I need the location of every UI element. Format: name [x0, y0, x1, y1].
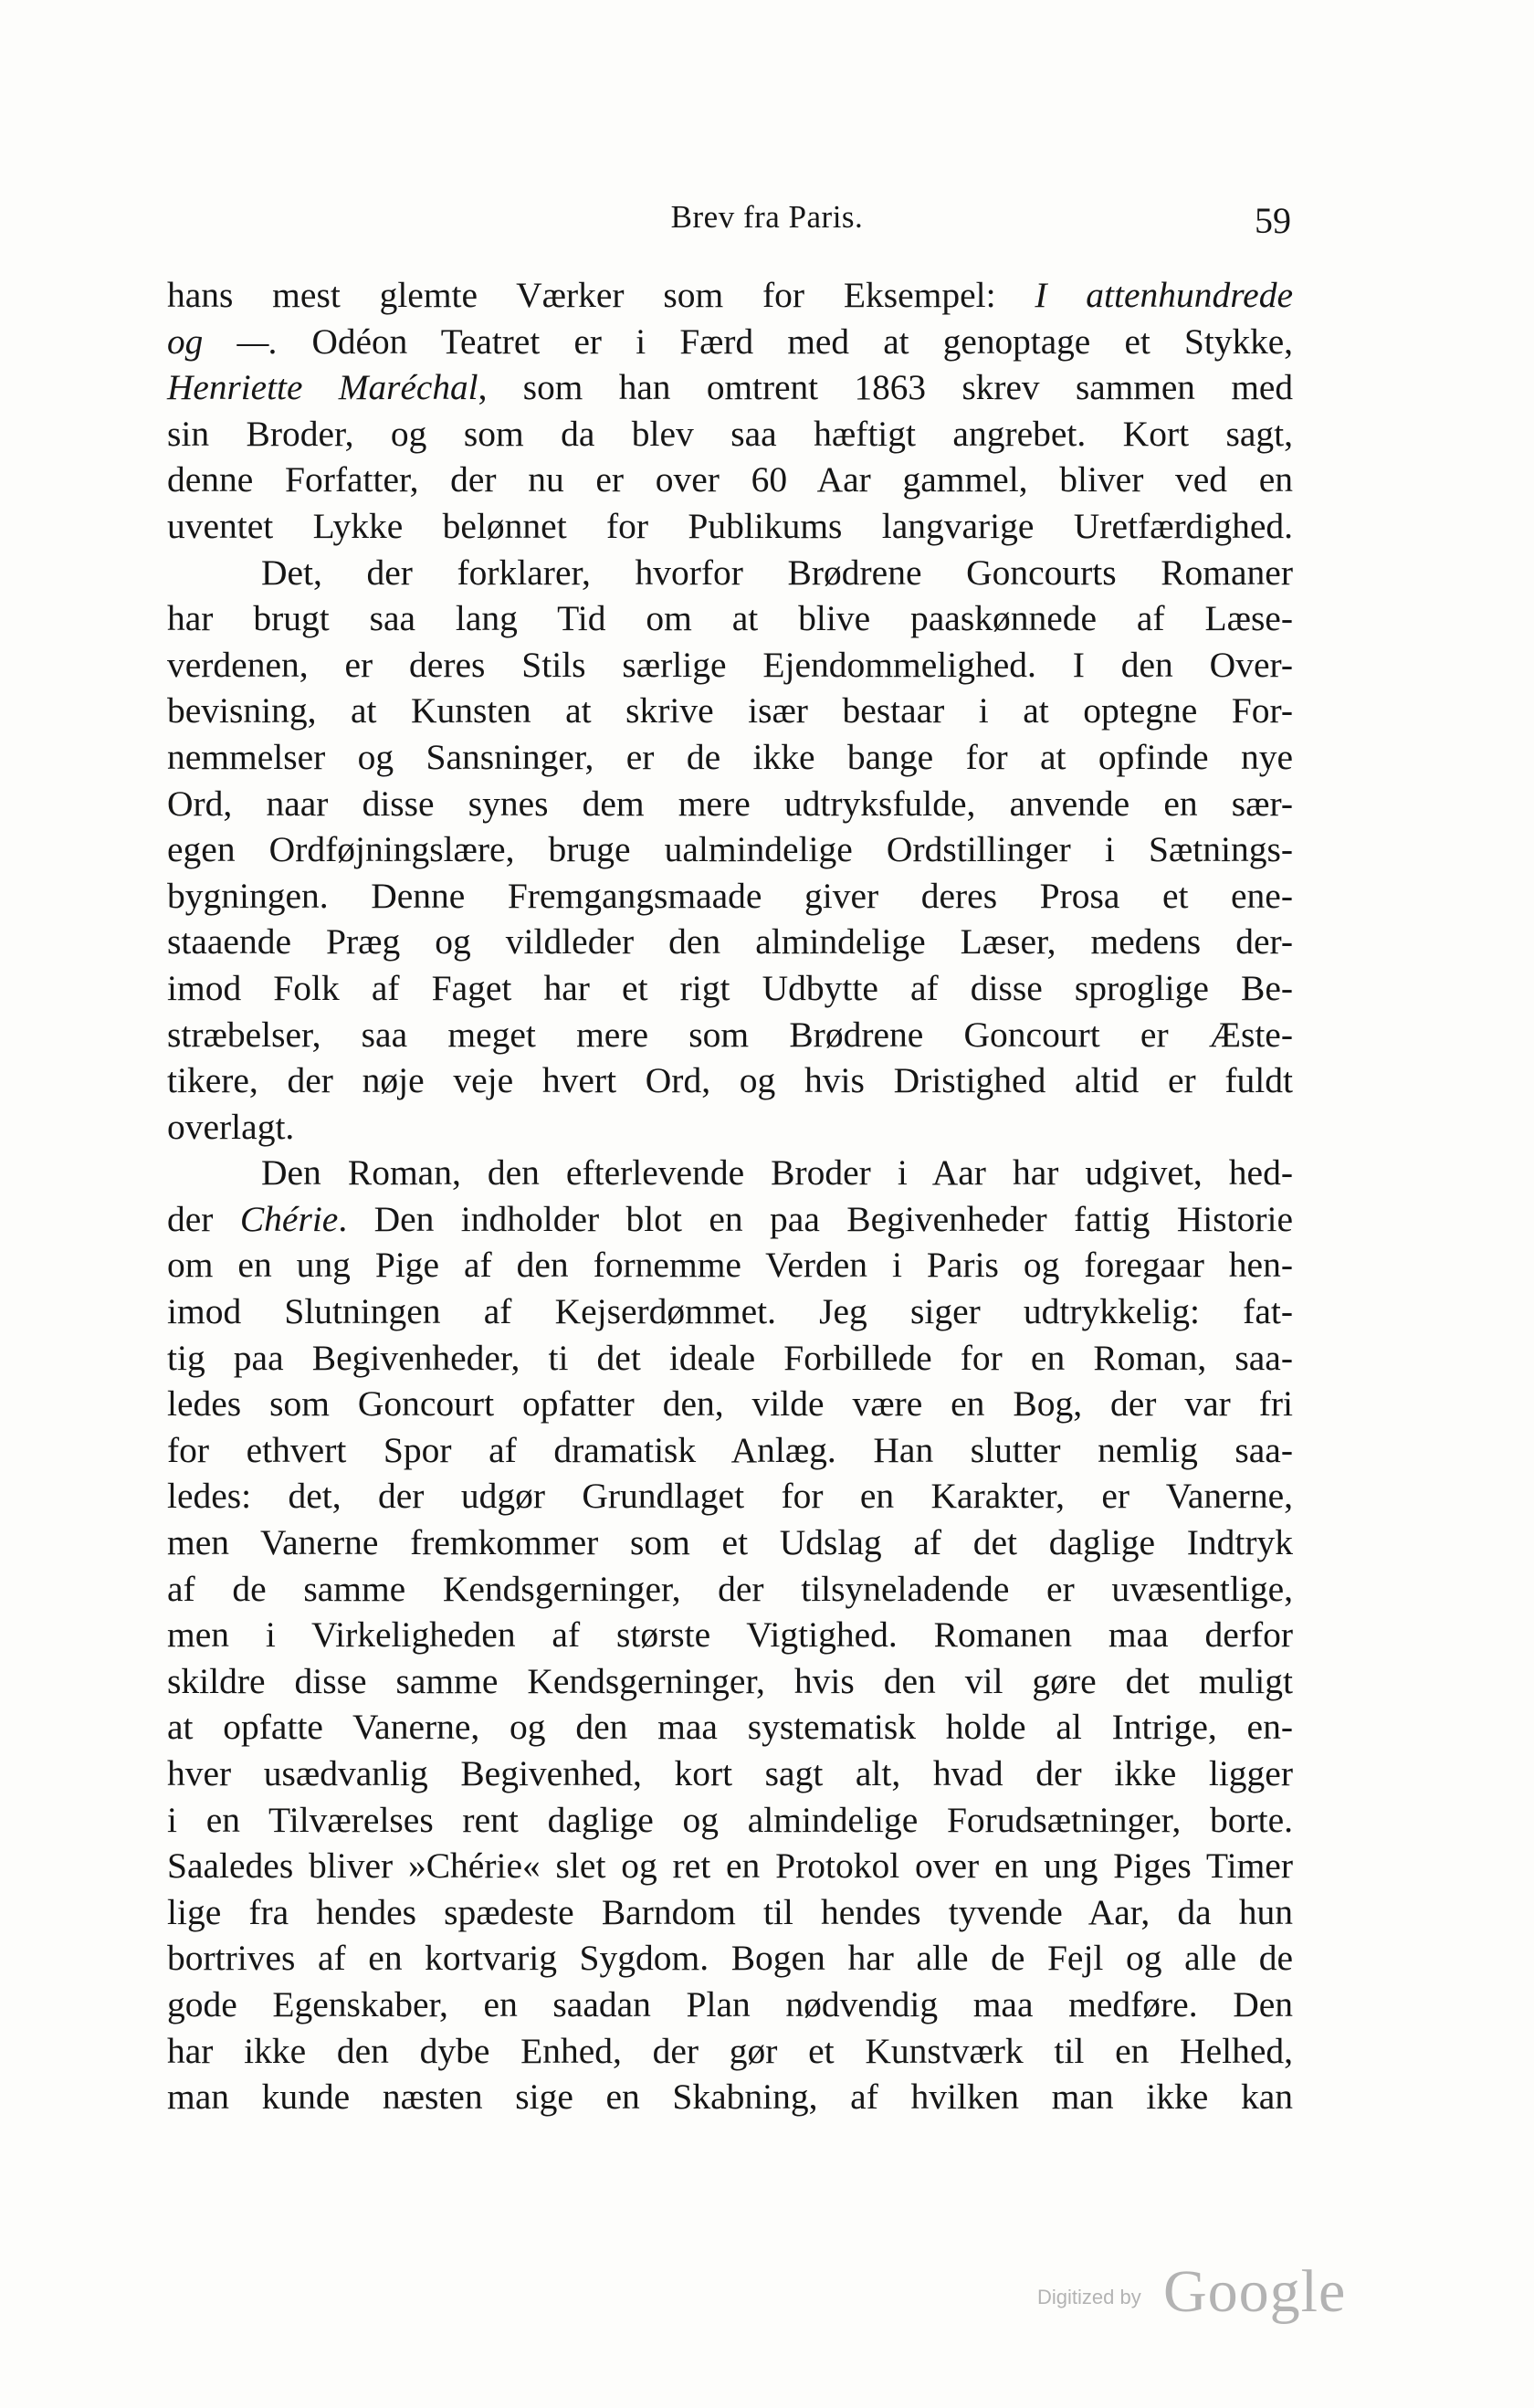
- text-line: [167, 319, 1293, 365]
- text-run: om en ung Pige af den fornemme Verden i Paris og foregaar hen-: [167, 1245, 1293, 1286]
- text-line: [167, 1012, 1293, 1058]
- text-line: [167, 781, 1293, 827]
- text-run: der: [167, 1198, 240, 1239]
- text-line: [167, 873, 1293, 920]
- text-run: hver usædvanlig Begivenhed, kort sagt alt, hvad der ikke ligger: [167, 1753, 1293, 1793]
- text-run: denne Forfatter, der nu er over 60 Aar gammel, bliver ved en: [167, 459, 1293, 500]
- italic-text: og —.: [167, 321, 278, 362]
- text-line: [167, 1612, 1293, 1658]
- text-run: stræbelser, saa meget mere som Brødrene Goncourt er Æste-: [167, 1014, 1293, 1055]
- text-run: bygningen. Denne Fremgangsmaade giver deres Prosa et ene-: [167, 875, 1293, 916]
- text-run: for ethvert Spor af dramatisk Anlæg. Han slutter nemlig saa-: [167, 1429, 1293, 1470]
- text-line: [167, 965, 1293, 1012]
- paragraph: [167, 550, 1293, 1151]
- google-logo: Google: [1163, 2258, 1347, 2325]
- text-line: [167, 550, 1293, 596]
- text-run: bortrives af en kortvarig Sygdom. Bogen har alle de Fejl og alle de: [167, 1938, 1293, 1979]
- text-line: [167, 1566, 1293, 1613]
- body-text: [167, 272, 1293, 2120]
- text-run: uventet Lykke belønnet for Publikums langvarige Uretfærdighed.: [167, 505, 1293, 546]
- italic-text: Henriette Maréchal: [167, 367, 478, 408]
- text-line: [167, 2028, 1293, 2075]
- digitized-by-google-watermark: [1037, 2249, 1348, 2325]
- page-number: 59: [1255, 200, 1291, 241]
- text-line: [167, 1704, 1293, 1751]
- text-run: overlagt.: [167, 1106, 295, 1147]
- text-run: at opfatte Vanerne, og den maa systematisk holde al Intrige, en-: [167, 1707, 1293, 1748]
- text-line: [167, 457, 1293, 503]
- text-line: [167, 1335, 1293, 1382]
- text-line: [167, 1104, 1293, 1151]
- text-run: af de samme Kendsgerninger, der tilsyneladende er uvæsentlige,: [167, 1568, 1293, 1609]
- text-line: [167, 688, 1293, 734]
- text-run: Saaledes bliver »Chérie« slet og ret en Protokol over en ung Piges Timer: [167, 1845, 1293, 1887]
- text-line: [167, 919, 1293, 965]
- paragraph: [167, 1150, 1293, 2119]
- digitized-by-label: Digitized by: [1037, 2286, 1141, 2308]
- italic-text: I attenhundrede: [1035, 275, 1293, 315]
- italic-text: Chérie: [239, 1198, 339, 1239]
- text-line: [167, 364, 1293, 411]
- text-run: verdenen, er deres Stils særlige Ejendommelighed. I den Over-: [167, 644, 1293, 685]
- text-run: Den Roman, den efterlevende Broder i Aar har udgivet, hed-: [261, 1152, 1293, 1193]
- text-run: gode Egenskaber, en saadan Plan nødvendig maa medføre. Den: [167, 1983, 1293, 2024]
- text-run: ledes som Goncourt opfatter den, vilde være en Bog, der var fri: [167, 1383, 1293, 1425]
- text-line: [167, 734, 1293, 781]
- text-run: man kunde næsten sige en Skabning, af hvilken man ikke kan: [167, 2077, 1293, 2118]
- text-line: [167, 2074, 1293, 2120]
- text-run: egen Ordføjningslære, bruge ualmindelige Ordstillinger i Sætnings-: [167, 829, 1293, 870]
- text-run: ledes: det, der udgør Grundlaget for en Karakter, er Vanerne,: [167, 1476, 1293, 1517]
- text-line: [167, 1150, 1293, 1196]
- text-line: [167, 1519, 1293, 1566]
- text-run: , som han omtrent 1863 skrev sammen med: [478, 367, 1293, 408]
- text-run: men i Virkeligheden af største Vigtighed. Romanen maa derfor: [167, 1614, 1293, 1656]
- text-line: [167, 1658, 1293, 1705]
- text-run: Odéon Teatret er i Færd med at genoptage et Stykke,: [278, 321, 1294, 362]
- text-line: [167, 503, 1293, 550]
- text-line: [167, 1751, 1293, 1797]
- text-run: tig paa Begivenheder, ti det ideale Forbillede for en Roman, saa-: [167, 1337, 1293, 1378]
- text-line: [167, 1427, 1293, 1474]
- text-line: [167, 1797, 1293, 1844]
- text-run: sin Broder, og som da blev saa hæftigt angrebet. Kort sagt,: [167, 413, 1293, 454]
- text-line: [167, 1057, 1293, 1104]
- text-run: . Den indholder blot en paa Begivenheder fattig Historie: [338, 1198, 1293, 1239]
- paragraph: [167, 272, 1293, 550]
- text-run: skildre disse samme Kendsgerninger, hvis den vil gøre det muligt: [167, 1660, 1293, 1701]
- text-line: [167, 1889, 1293, 1936]
- text-run: hans mest glemte Værker som for Eksempel:: [167, 275, 1035, 315]
- text-line: [167, 1982, 1293, 2028]
- text-line: [167, 1473, 1293, 1519]
- running-head: [0, 192, 1534, 247]
- text-run: har ikke den dybe Enhed, der gør et Kunstværk til en Helhed,: [167, 2030, 1293, 2071]
- text-line: [167, 1843, 1293, 1889]
- text-run: Det, der forklarer, hvorfor Brødrene Goncourts Romaner: [261, 552, 1293, 593]
- text-line: [167, 1288, 1293, 1335]
- text-run: imod Folk af Faget har et rigt Udbytte af disse sproglige Be-: [167, 967, 1293, 1008]
- text-run: lige fra hendes spædeste Barndom til hendes tyvende Aar, da hun: [167, 1891, 1293, 1932]
- text-run: bevisning, at Kunsten at skrive især bestaar i at optegne For-: [167, 690, 1293, 731]
- text-run: Ord, naar disse synes dem mere udtryksfulde, anvende en sær-: [167, 783, 1293, 824]
- text-run: i en Tilværelses rent daglige og almindelige Forudsætninger, borte.: [167, 1799, 1293, 1840]
- text-line: [167, 1381, 1293, 1427]
- text-line: [167, 272, 1293, 319]
- text-line: [167, 826, 1293, 873]
- text-line: [167, 595, 1293, 642]
- text-line: [167, 1935, 1293, 1982]
- text-run: men Vanerne fremkommer som et Udslag af det daglige Indtryk: [167, 1522, 1293, 1563]
- text-run: nemmelser og Sansninger, er de ikke bange for at opfinde nye: [167, 736, 1293, 777]
- text-line: [167, 642, 1293, 689]
- text-line: [167, 411, 1293, 457]
- text-run: tikere, der nøje veje hvert Ord, og hvis Dristighed altid er fuldt: [167, 1060, 1293, 1101]
- text-run: staaende Præg og vildleder den almindelige Læser, medens der-: [167, 921, 1293, 962]
- text-line: [167, 1196, 1293, 1243]
- text-line: [167, 1242, 1293, 1288]
- running-title: Brev fra Paris.: [670, 199, 864, 235]
- text-run: imod Slutningen af Kejserdømmet. Jeg siger udtrykkelig: fat-: [167, 1291, 1293, 1332]
- text-run: har brugt saa lang Tid om at blive paaskønnede af Læse-: [167, 598, 1293, 639]
